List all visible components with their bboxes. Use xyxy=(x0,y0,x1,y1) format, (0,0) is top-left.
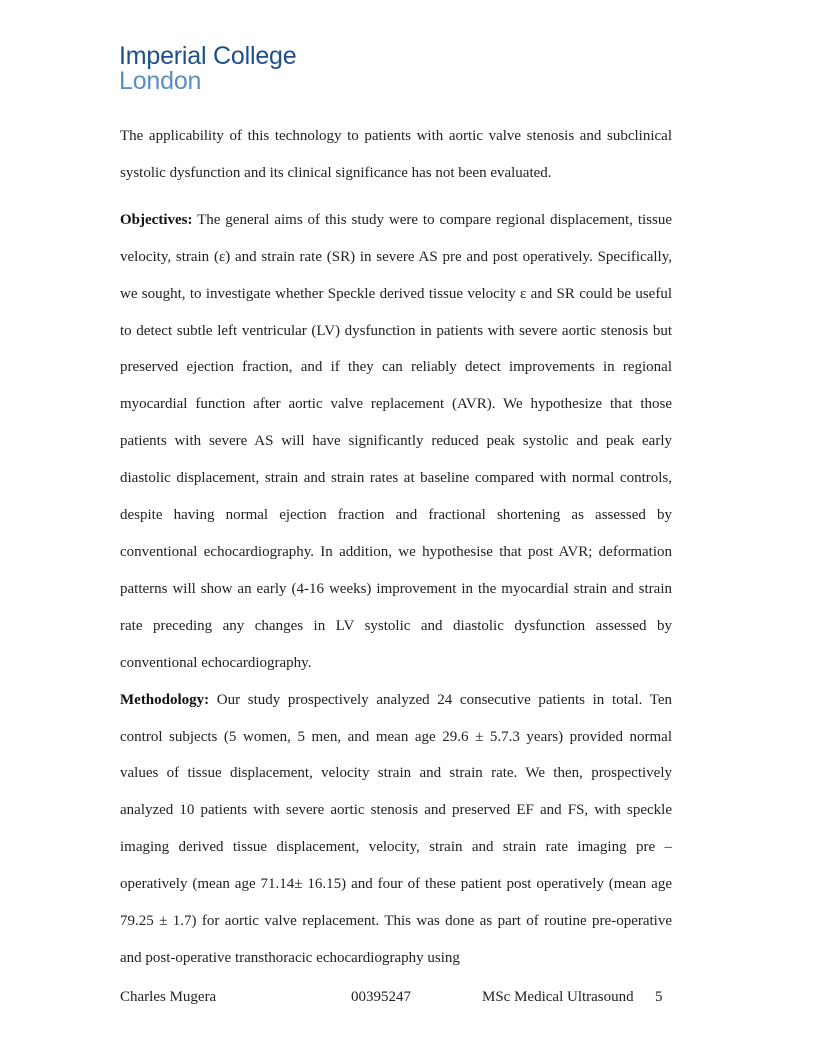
logo-line-1: Imperial College xyxy=(119,42,297,70)
intro-text: The applicability of this technology to patients with aortic valve stenosis and subclinical systolic dysfunction and its clinical significance has not been evaluated. xyxy=(120,128,672,181)
intro-paragraph xyxy=(120,118,672,192)
objectives-paragraph xyxy=(120,202,672,682)
methodology-text: Our study prospectively analyzed 24 consecutive patients in total. Ten control subjects (5 women, 5 men, and mean age 29.6 ± 5.7.3 years) provided normal values of tissue displacement, velocity strain and strain rate. We then, prospectively analyzed 10 patients with severe aortic stenosis and preserved EF and FS, with speckle imaging derived tissue displacement, velocity, strain and strain rate imaging pre –operatively (mean age 71.14± 16.15) and four of these patient post operatively (mean age 79.25 ± 1.7) for aortic valve replacement. This was done as part of routine pre-operative and post-operative transthoracic echocardiography using xyxy=(120,691,672,966)
footer-student-id: 00395247 xyxy=(351,989,411,1005)
methodology-heading: Methodology: xyxy=(120,691,210,708)
footer-page-number: 5 xyxy=(655,989,663,1005)
page-footer xyxy=(120,989,672,1011)
footer-author: Charles Mugera xyxy=(120,989,217,1005)
logo-line-2: London xyxy=(119,67,202,95)
methodology-paragraph xyxy=(120,682,672,977)
body-text xyxy=(120,118,672,977)
objectives-text: The general aims of this study were to compare regional displacement, tissue velocity, strain (ε) and strain rate (SR) in severe AS pre and post operatively. Specifically, we sought, to investigate whether Speckle derived tissue velocity ε and SR could be useful to detect subtle left ventricular (LV) dysfunction in patients with severe aortic stenosis but preserved ejection fraction, and if they can reliably detect improvements in regional myocardial function after aortic valve replacement (AVR). We hypothesize that those patients with severe AS will have significantly reduced peak systolic and peak early diastolic displacement, strain and strain rates at baseline compared with normal controls, despite having normal ejection fraction and fractional shortening as assessed by conventional echocardiography. In addition, we hypothesise that post AVR; deformation patterns will show an early (4-16 weeks) improvement in the myocardial strain and strain rate preceding any changes in LV systolic and diastolic dysfunction assessed by conventional echocardiography. xyxy=(120,211,672,671)
objectives-heading: Objectives: xyxy=(120,211,193,228)
footer-course: MSc Medical Ultrasound xyxy=(482,989,634,1005)
imperial-college-logo xyxy=(119,44,296,94)
